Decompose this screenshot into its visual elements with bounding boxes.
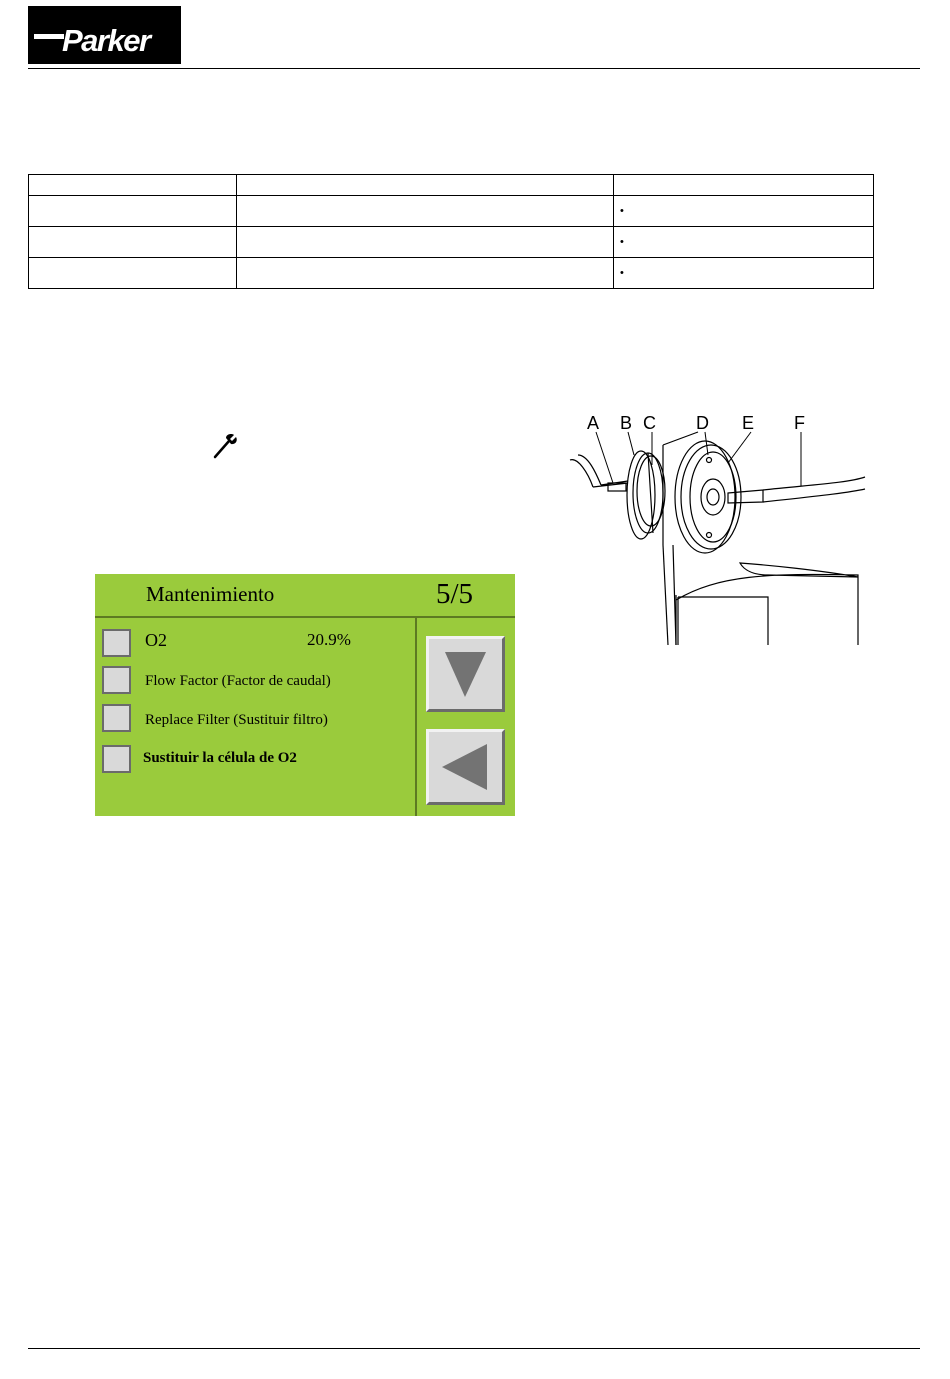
divider	[415, 618, 417, 816]
screen-header	[95, 574, 515, 618]
o2-value: 20.9%	[307, 630, 351, 649]
table-header-row	[29, 175, 874, 196]
flow-factor-checkbox[interactable]	[102, 666, 131, 694]
o2-checkbox[interactable]	[102, 629, 131, 657]
replace-filter-label[interactable]: Replace Filter (Sustituir filtro)	[145, 712, 328, 728]
arrow-down-icon	[429, 639, 502, 709]
table-cell	[237, 196, 614, 227]
sensor-diagram	[568, 405, 868, 650]
spec-table	[28, 174, 874, 289]
replace-filter-checkbox[interactable]	[102, 704, 131, 732]
replace-o2-cell-label[interactable]: Sustituir la célula de O2	[143, 750, 297, 766]
table-cell-bullet: •	[614, 258, 874, 289]
screen-title: Mantenimiento	[146, 582, 275, 606]
table-cell-bullet: •	[614, 227, 874, 258]
table-row	[29, 196, 874, 227]
label-a: A	[587, 413, 600, 433]
arrow-left-icon	[429, 732, 502, 802]
table-cell	[29, 196, 237, 227]
label-d: D	[696, 413, 709, 433]
back-button[interactable]	[426, 729, 505, 805]
scroll-down-button[interactable]	[426, 636, 505, 712]
table-cell	[29, 258, 237, 289]
table-cell	[237, 258, 614, 289]
label-f: F	[794, 413, 805, 433]
page-indicator: 5/5	[436, 578, 474, 610]
svg-text:Parker: Parker	[62, 23, 150, 58]
table-header-cell	[614, 175, 874, 196]
table-row	[29, 227, 874, 258]
table-header-cell	[237, 175, 614, 196]
table-cell	[237, 227, 614, 258]
maintenance-screen	[95, 574, 515, 816]
replace-o2-cell-checkbox[interactable]	[102, 745, 131, 773]
table-row	[29, 258, 874, 289]
label-e: E	[742, 413, 755, 433]
table-cell	[29, 227, 237, 258]
table-header-cell	[29, 175, 237, 196]
header-rule	[28, 68, 920, 69]
wrench-icon	[212, 432, 238, 460]
o2-label: O2	[145, 630, 167, 650]
table-cell-bullet: •	[614, 196, 874, 227]
label-b: B	[620, 413, 633, 433]
flow-factor-label[interactable]: Flow Factor (Factor de caudal)	[145, 673, 331, 689]
footer-rule	[28, 1348, 920, 1349]
label-c: C	[643, 413, 656, 433]
parker-logo	[28, 6, 181, 64]
